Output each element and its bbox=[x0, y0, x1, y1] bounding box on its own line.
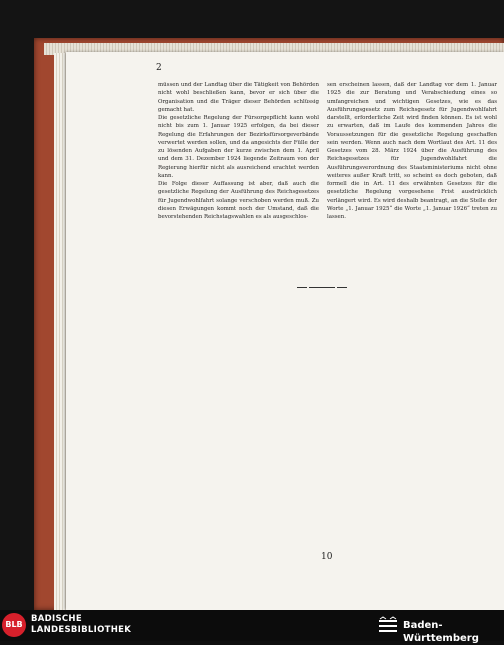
left-text-column bbox=[158, 81, 319, 221]
right-text-column bbox=[327, 81, 497, 221]
page-footer-number: 10 bbox=[321, 552, 333, 562]
library-name-line1: BADISCHE bbox=[31, 614, 82, 624]
state-name[interactable]: Baden-Württemberg bbox=[403, 620, 479, 644]
book-page bbox=[66, 52, 504, 610]
baden-wuerttemberg-lions-icon bbox=[377, 616, 399, 636]
paragraph: Die Folge dieser Auffassung ist aber, daß auch die gesetzliche Regelung der Ausführung des Reichsgesetzes für Jugendwohlfahrt solange verschoben werden muß. Zu diesen Erwägungen kommt noch der Umstand, daß die bevorstehenden Reichstagswahlen es als ausgeschlos- bbox=[158, 181, 319, 220]
section-separator bbox=[297, 287, 347, 289]
library-name-line2: LANDESBIBLIOTHEK bbox=[31, 625, 132, 635]
paragraph: sen erscheinen lassen, daß der Landtag vor dem 1. Januar 1925 die zur Beratung und Verabschiedung eines so umfangreichen und wichtigen Gesetzes, wie es das Ausführungsgesetz zum Reichsgesetz für Jugendwohlfahrt darstellt, erforderliche Zeit wird finden können. Es ist wohl zu erwarten, daß im Laufe des kommenden Jahres die Voraussetzungen für die gesetzliche Regelung geschaffen sein werden. Wenn auch nach dem Wortlaut des Art. 11 des Gesetzes vom 28. März 1924 über die Ausführung des Reichsgesetzes für Jugendwohlfahrt die Ausführungsverordnung des Staatsministeriums nicht ohne weiteres außer Kraft tritt, so scheint es doch geboten, daß formell die in Art. 11 des erwähnten Gesetzes für die gesetzliche Regelung vorgesehene Frist ausdrücklich verlängert wird. Es wird deshalb beantragt, an die Stelle der Worte „1. Januar 1925“ die Worte „1. Januar 1926“ treten zu lassen. bbox=[327, 82, 497, 220]
institution-footer bbox=[0, 610, 504, 644]
paragraph: Die gesetzliche Regelung der Fürsorgepflicht kann wohl nicht bis zum 1. Januar 1925 erfolgen, da bei dieser Regelung die Erfahrungen der Bezirksfürsorgeverbände verwertet werden sollen, und da angesichts der Fülle der zu lösenden Aufgaben der kurze zwischen dem 1. April und dem 31. Dezember 1924 liegende Zeitraum von der Regierung hierfür nicht als ausreichend erachtet werden kann. bbox=[158, 115, 319, 179]
library-name[interactable] bbox=[31, 614, 131, 636]
paragraph: müssen und der Landtag über die Tätigkeit von Behörden nicht wohl beschließen kann, bevor er sich über die Organisation und die Träger dieser Behörden schlüssig gemacht hat. bbox=[158, 82, 319, 113]
page-number: 2 bbox=[156, 63, 162, 73]
blb-logo[interactable]: BLB bbox=[2, 613, 26, 637]
